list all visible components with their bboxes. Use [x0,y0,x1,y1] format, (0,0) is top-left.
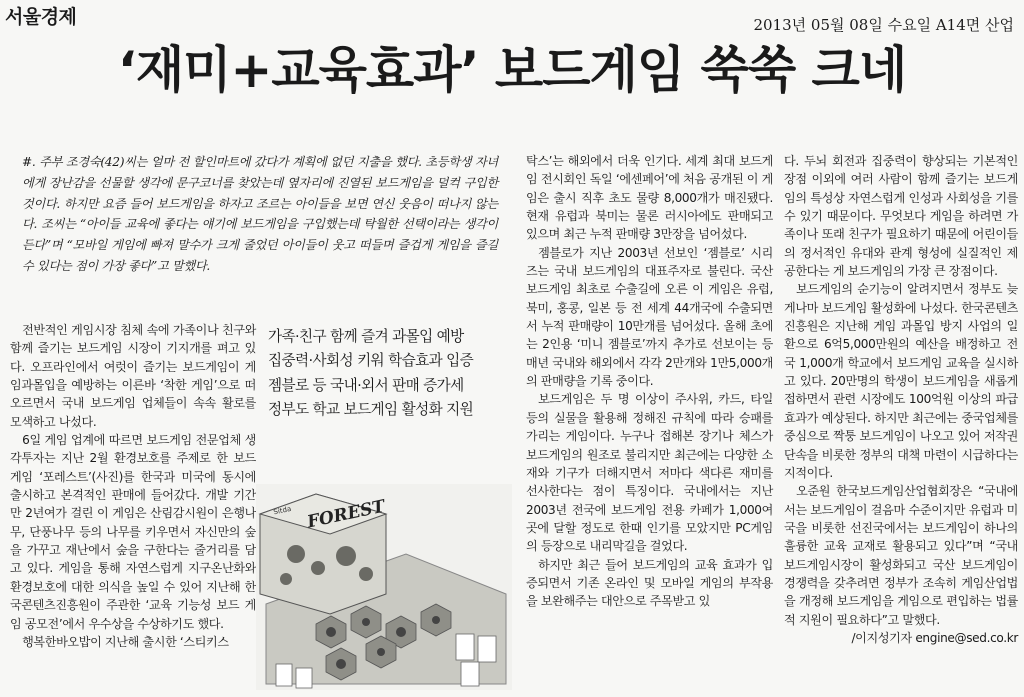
body-paragraph: 전반적인 게임시장 침체 속에 가족이나 친구와 함께 즐기는 보드게임 시장이 기지개를 펴고 있다. 오프라인에서 여럿이 즐기는 보드게임이 게임과몰입을 예방하는 이른바 ‘착한 게임’으로 떠오르면서 국내 보드게임 업체들이 속속 활로를 모색하고 나섰다. [10,323,256,429]
subheading: 집중력·사회성 키워 학습효과 입증 [268,352,474,370]
body-paragraph: 하지만 최근 들어 보드게임의 교육 효과가 입증되면서 기존 온라인 및 모바일 게임의 부작용을 보완해주는 대안으로 주목받고 있 [526,557,773,609]
lead-text: #. 주부 조경숙(42)씨는 얼마 전 할인마트에 갔다가 계획에 없던 지출을 했다. 초등학생 자녀에게 장난감을 선물할 생각에 문구코너를 찾았는데 옆자리에 진열된 보드게임을 덜컥 구입한 것이다. 하지만 요즘 들어 보드게임을 하자고 조르는 아이들을 보면 연신 웃음이 떠나지 않는다. 조씨는 “아이들 교육에 좋다는 얘기에 보드게임을 구입했는데 탁월한 선택이라는 생각이 든다”며 “모바일 게임에 빠져 말수가 크게 줄었던 아이들이 웃고 떠들며 즐겁게 게임을 즐길 수 있다는 점이 가장 좋다”고 말했다. [22,155,498,273]
body-paragraph: 보드게임의 순기능이 알려지면서 정부도 늦게나마 보드게임 활성화에 나섰다. 한국콘텐츠진흥원은 지난해 게임 과몰입 방지 사업의 일환으로 6억5,000만원의 예산을 배정하고 전국 1,000개 학교에서 보드게임 교육을 실시하고 있다. 20만명의 학생이 보드게임을 새롭게 접하면서 관련 시장에도 100억원 이상의 파급 효과가 예상된다. 하지만 최근에는 중국업체를 중심으로 짝퉁 보드게임이 나오고 있어 저작권 단속을 비롯한 정부의 대책 마련이 시급하다는 지적이다. [784,282,1018,480]
masthead: 서울경제 [5,6,77,28]
board-game-photo [256,484,512,690]
box-brand: Sitda [272,504,292,517]
body-paragraph: 6일 게임 업계에 따르면 보드게임 전문업체 생각투자는 지난 2월 환경보호를 주제로 한 보드 게임 ‘포레스트’(사진)를 한국과 미국에 동시에 출시하고 본격적인 판매에 들어갔다. 개발 기간만 2년여가 걸린 이 게임은 산림감시원이 은행나무, 단풍나무 등의 나무를 키우면서 자신만의 숲을 가꾸고 재난에서 숲을 구한다는 줄거리를 담고 있다. 게임을 통해 자연스럽게 지구온난화와 환경보호에 대한 의식을 높일 수 있어 지난해 한국콘텐츠진흥원이 주관한 ‘교육 기능성 보드 게임 공모전’에서 우수상을 수상하기도 했다. [10,433,256,631]
body-column-1 [10,321,256,651]
body-paragraph: 탁스’는 해외에서 더욱 인기다. 세계 최대 보드게임 전시회인 독일 ‘에센페어’에 처음 공개된 이 게임은 출시 직후 초도 물량 8,000개가 매진됐다. 현재 유럽과 북미는 물론 러시아에도 판매되고 있으며 최근 누적 판매량 3만장을 넘어섰다. [526,154,773,242]
body-paragraph: 다. 두뇌 회전과 집중력이 향상되는 기본적인 장점 이외에 여러 사람이 함께 즐기는 보드게임의 특성상 자연스럽게 인성과 사회성을 기를 수 있기 때문이다. 무엇보다 게임을 하려면 가족이나 또래 친구가 필요하기 때문에 어린이들의 정서적인 유대와 관계 형성에 실질적인 제공한다는 게 보드게임의 가장 큰 장점이다. [784,154,1018,279]
body-column-3 [526,152,773,611]
body-column-4 [784,152,1018,647]
byline: /이지성기자 engine@sed.co.kr [851,630,1018,645]
subheading: 젬블로 등 국내·외서 판매 증가세 [268,376,464,394]
body-paragraph: 보드게임은 두 명 이상이 주사위, 카드, 타일 등의 실물을 활용해 정해진 규칙에 따라 승패를 가리는 게임이다. 누구나 접해본 장기나 체스가 보드게임의 원조로 불리지만 최근에는 다양한 소재와 기구가 더해지면서 저마다 색다른 재미를 선사한다는 점이 특징이다. 국내에서는 지난 2003년 전국에 보드게임 전용 카페가 1,000여 곳에 달할 정도로 한때 인기를 모았지만 PC게임의 등장으로 내리막길을 걸었다. [526,392,773,554]
body-paragraph: 오준원 한국보드게임산업협회장은 “국내에서는 보드게임이 걸음마 수준이지만 유럽과 미국을 비롯한 선진국에서는 보드게임이 하나의 훌륭한 교육 교재로 활용되고 있다”며 “국내 보드게임시장이 활성화되고 국산 보드게임이 경쟁력을 갖추려면 정부가 조속히 게임산업법을 개정해 보드게임을 게임으로 편입하는 법률적 지원이 필요하다”고 말했다. [784,484,1018,627]
body-paragraph: 행복한바오밥이 지난해 출시한 ‘스티키스 [22,634,229,649]
subheading: 정부도 학교 보드게임 활성화 지원 [268,400,474,418]
subheadings [268,325,506,422]
body-paragraph: 젬블로가 지난 2003년 선보인 ‘젬블로’ 시리즈는 국내 보드게임의 대표주자로 불린다. 국산 보드게임 최초로 수출길에 오른 이 게임은 유럽, 북미, 홍콩, 일본 등 전 세계 44개국에 수출되면서 누적 판매량이 10만개를 넘어섰다. 올해 초에는 2인용 ‘미니 젬블로’까지 추가로 선보이는 등 매년 국내와 해외에서 각각 2만개와 1만5,000개의 판매량을 기록 중이다. [526,245,773,389]
subheading: 가족·친구 함께 즐겨 과몰입 예방 [268,328,464,345]
headline: ‘재미+교육효과’ 보드게임 쑥쑥 크네 [117,41,907,99]
lead-paragraph [22,152,498,277]
dateline: 2013년 05월 08일 수요일 A14면 산업 [753,16,1014,34]
box-title: FOREST [305,496,387,533]
